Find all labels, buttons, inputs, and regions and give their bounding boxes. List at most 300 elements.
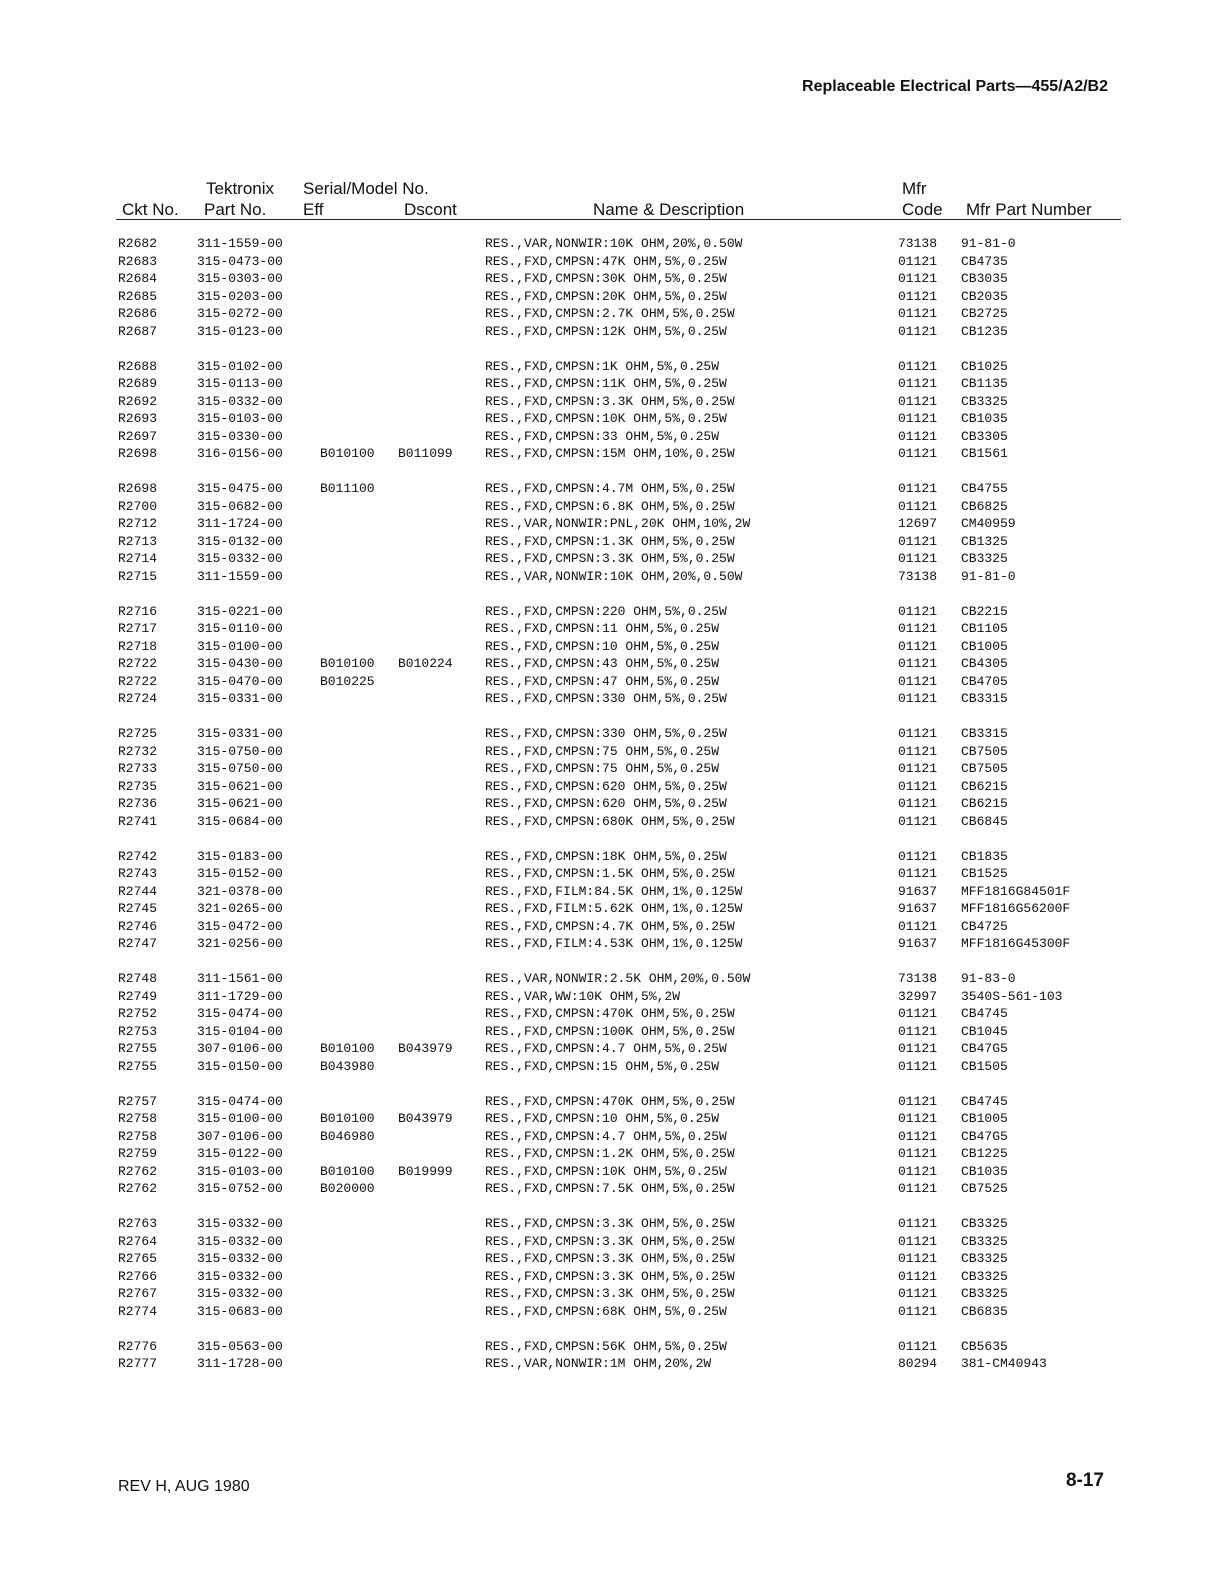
table-row (0, 445, 1225, 463)
cell-mfr-part-number: CB47G5 (961, 1041, 1008, 1056)
cell-mfr-part-number: CB1561 (961, 446, 1008, 461)
cell-mfr-part-number: 3540S-561-103 (961, 988, 1063, 1004)
cell-mfr-part-number: CB1135 (961, 376, 1008, 391)
cell-part-no: 315-0430-00 (197, 656, 283, 671)
cell-description: RES.,FXD,CMPSN:470K OHM,5%,0.25W (485, 1006, 735, 1021)
cell-mfr-code: 01121 (898, 323, 938, 339)
cell-description: RES.,FXD,CMPSN:620 OHM,5%,0.25W (485, 796, 727, 811)
cell-description: RES.,FXD,CMPSN:15 OHM,5%,0.25W (485, 1058, 720, 1074)
cell-part-no: 315-0330-00 (197, 428, 283, 444)
cell-mfr-part-number: CB3325 (961, 1233, 1008, 1249)
table-row (0, 988, 1225, 1006)
cell-ckt-no: R2698 (118, 446, 158, 461)
cell-ckt-no: R2765 (118, 1251, 158, 1266)
cell-description: RES.,FXD,CMPSN:6.8K OHM,5%,0.25W (485, 498, 735, 514)
cell-description: RES.,FXD,CMPSN:330 OHM,5%,0.25W (485, 691, 727, 706)
table-row (0, 515, 1225, 533)
cell-description: RES.,FXD,CMPSN:680K OHM,5%,0.25W (485, 813, 735, 829)
cell-part-no: 315-0474-00 (197, 1006, 283, 1021)
parts-table (0, 235, 1225, 1390)
cell-description: RES.,FXD,CMPSN:43 OHM,5%,0.25W (485, 656, 720, 671)
cell-eff: B011100 (320, 481, 375, 496)
row-group (0, 1338, 1225, 1373)
cell-mfr-part-number: CB1505 (961, 1058, 1008, 1074)
table-row (0, 883, 1225, 901)
cell-part-no: 315-0102-00 (197, 358, 283, 374)
cell-mfr-part-number: CM40959 (961, 516, 1016, 531)
cell-part-no: 315-0332-00 (197, 1268, 283, 1284)
col-header-part-no: Part No. (204, 200, 267, 219)
cell-dscont: B010224 (398, 656, 453, 671)
cell-part-no: 315-0104-00 (197, 1023, 283, 1039)
cell-ckt-no: R2735 (118, 778, 158, 794)
cell-description: RES.,FXD,CMPSN:10K OHM,5%,0.25W (485, 411, 727, 426)
cell-dscont: B019999 (398, 1163, 453, 1179)
cell-mfr-part-number: MFF1816G84501F (961, 883, 1071, 899)
cell-part-no: 315-0183-00 (197, 848, 283, 864)
cell-mfr-part-number: 91-83-0 (961, 971, 1016, 986)
cell-mfr-part-number: CB7505 (961, 743, 1008, 759)
table-row (0, 1093, 1225, 1111)
table-row (0, 813, 1225, 831)
col-header-mfr-part-number: Mfr Part Number (966, 200, 1092, 219)
table-row (0, 1128, 1225, 1146)
col-header-ckt-no: Ckt No. (122, 200, 179, 219)
cell-ckt-no: R2700 (118, 498, 158, 514)
table-row (0, 498, 1225, 516)
cell-description: RES.,FXD,CMPSN:18K OHM,5%,0.25W (485, 848, 727, 864)
cell-mfr-part-number: CB1005 (961, 1111, 1008, 1126)
cell-mfr-code: 01121 (898, 726, 938, 741)
cell-mfr-code: 01121 (898, 848, 938, 864)
cell-part-no: 315-0682-00 (197, 498, 283, 514)
cell-part-no: 315-0621-00 (197, 778, 283, 794)
cell-eff: B010100 (320, 1163, 375, 1179)
table-row (0, 428, 1225, 446)
cell-mfr-code: 01121 (898, 1006, 938, 1021)
cell-part-no: 315-0123-00 (197, 323, 283, 339)
cell-description: RES.,FXD,CMPSN:2.7K OHM,5%,0.25W (485, 306, 735, 321)
cell-mfr-part-number: CB3315 (961, 726, 1008, 741)
cell-ckt-no: R2748 (118, 971, 158, 986)
table-row (0, 795, 1225, 813)
cell-description: RES.,FXD,CMPSN:3.3K OHM,5%,0.25W (485, 551, 735, 566)
cell-part-no: 315-0563-00 (197, 1338, 283, 1354)
cell-description: RES.,VAR,NONWIR:10K OHM,20%,0.50W (485, 568, 743, 584)
col-header-eff: Eff (303, 200, 324, 219)
cell-ckt-no: R2736 (118, 796, 158, 811)
cell-mfr-code: 01121 (898, 358, 938, 374)
cell-mfr-code: 01121 (898, 1181, 938, 1196)
cell-ckt-no: R2762 (118, 1163, 158, 1179)
cell-ckt-no: R2776 (118, 1338, 158, 1354)
cell-eff: B046980 (320, 1128, 375, 1144)
cell-description: RES.,FXD,CMPSN:1.2K OHM,5%,0.25W (485, 1146, 735, 1161)
cell-mfr-part-number: CB1025 (961, 358, 1008, 374)
cell-description: RES.,VAR,NONWIR:2.5K OHM,20%,0.50W (485, 971, 751, 986)
table-row (0, 480, 1225, 498)
cell-mfr-part-number: 91-81-0 (961, 236, 1016, 251)
cell-part-no: 315-0332-00 (197, 1216, 283, 1231)
cell-description: RES.,FXD,CMPSN:11K OHM,5%,0.25W (485, 376, 727, 391)
cell-mfr-part-number: 91-81-0 (961, 568, 1016, 584)
cell-description: RES.,FXD,FILM:5.62K OHM,1%,0.125W (485, 901, 743, 916)
cell-part-no: 315-0470-00 (197, 673, 283, 689)
row-group (0, 725, 1225, 830)
cell-ckt-no: R2749 (118, 988, 158, 1004)
table-row (0, 1250, 1225, 1268)
cell-part-no: 315-0752-00 (197, 1181, 283, 1196)
cell-mfr-part-number: CB1235 (961, 323, 1008, 339)
cell-mfr-code: 01121 (898, 866, 938, 881)
cell-description: RES.,FXD,FILM:84.5K OHM,1%,0.125W (485, 883, 743, 899)
table-row (0, 1005, 1225, 1023)
cell-mfr-code: 01121 (898, 918, 938, 934)
cell-ckt-no: R2759 (118, 1146, 158, 1161)
cell-mfr-part-number: CB3325 (961, 1251, 1008, 1266)
cell-part-no: 315-0332-00 (197, 393, 283, 409)
cell-part-no: 315-0473-00 (197, 253, 283, 269)
table-row (0, 865, 1225, 883)
cell-description: RES.,FXD,CMPSN:3.3K OHM,5%,0.25W (485, 1251, 735, 1266)
cell-part-no: 321-0378-00 (197, 883, 283, 899)
table-row (0, 568, 1225, 586)
page-number: 8-17 (1065, 1470, 1104, 1491)
table-row (0, 935, 1225, 953)
cell-description: RES.,FXD,CMPSN:47K OHM,5%,0.25W (485, 253, 727, 269)
cell-mfr-part-number: CB1325 (961, 533, 1008, 549)
table-row (0, 1285, 1225, 1303)
table-row (0, 638, 1225, 656)
cell-mfr-code: 01121 (898, 691, 938, 706)
cell-mfr-code: 01121 (898, 1058, 938, 1074)
cell-mfr-part-number: CB1835 (961, 848, 1008, 864)
cell-part-no: 311-1559-00 (197, 568, 283, 584)
cell-description: RES.,VAR,NONWIR:10K OHM,20%,0.50W (485, 236, 743, 251)
cell-mfr-code: 01121 (898, 621, 938, 636)
cell-ckt-no: R2689 (118, 376, 158, 391)
cell-ckt-no: R2764 (118, 1233, 158, 1249)
cell-ckt-no: R2725 (118, 726, 158, 741)
cell-part-no: 315-0100-00 (197, 638, 283, 654)
cell-ckt-no: R2688 (118, 358, 158, 374)
row-group (0, 848, 1225, 953)
cell-mfr-part-number: MFF1816G56200F (961, 901, 1071, 916)
cell-eff: B043980 (320, 1058, 375, 1074)
cell-mfr-part-number: CB6215 (961, 778, 1008, 794)
cell-part-no: 315-0750-00 (197, 761, 283, 776)
cell-mfr-part-number: CB6215 (961, 796, 1008, 811)
cell-ckt-no: R2757 (118, 1093, 158, 1109)
cell-part-no: 315-0683-00 (197, 1303, 283, 1319)
cell-description: RES.,FXD,CMPSN:11 OHM,5%,0.25W (485, 621, 720, 636)
cell-mfr-part-number: CB2035 (961, 288, 1008, 304)
cell-mfr-code: 01121 (898, 411, 938, 426)
cell-mfr-code: 01121 (898, 638, 938, 654)
cell-mfr-part-number: CB6845 (961, 813, 1008, 829)
table-row (0, 970, 1225, 988)
cell-mfr-code: 01121 (898, 1093, 938, 1109)
cell-ckt-no: R2692 (118, 393, 158, 409)
table-row (0, 358, 1225, 376)
cell-part-no: 315-0331-00 (197, 691, 283, 706)
cell-mfr-code: 01121 (898, 306, 938, 321)
cell-part-no: 311-1559-00 (197, 236, 283, 251)
cell-part-no: 307-0106-00 (197, 1128, 283, 1144)
cell-part-no: 315-0621-00 (197, 796, 283, 811)
col-header-dscont: Dscont (404, 200, 457, 219)
cell-mfr-code: 01121 (898, 481, 938, 496)
cell-ckt-no: R2758 (118, 1128, 158, 1144)
cell-part-no: 315-0332-00 (197, 1251, 283, 1266)
cell-description: RES.,VAR,WW:10K OHM,5%,2W (485, 988, 681, 1004)
cell-eff: B010100 (320, 656, 375, 671)
cell-ckt-no: R2763 (118, 1216, 158, 1231)
cell-mfr-part-number: CB3305 (961, 428, 1008, 444)
cell-part-no: 315-0303-00 (197, 271, 283, 286)
cell-part-no: 315-0110-00 (197, 621, 283, 636)
row-group (0, 603, 1225, 708)
cell-ckt-no: R2682 (118, 236, 158, 251)
table-row (0, 743, 1225, 761)
row-group (0, 358, 1225, 463)
cell-ckt-no: R2746 (118, 918, 158, 934)
cell-description: RES.,FXD,CMPSN:1.3K OHM,5%,0.25W (485, 533, 735, 549)
cell-mfr-code: 01121 (898, 1303, 938, 1319)
cell-mfr-part-number: CB3035 (961, 271, 1008, 286)
cell-description: RES.,FXD,CMPSN:100K OHM,5%,0.25W (485, 1023, 735, 1039)
cell-ckt-no: R2762 (118, 1181, 158, 1196)
row-group (0, 1093, 1225, 1198)
cell-mfr-part-number: CB6835 (961, 1303, 1008, 1319)
cell-mfr-code: 01121 (898, 446, 938, 461)
cell-part-no: 316-0156-00 (197, 446, 283, 461)
cell-ckt-no: R2687 (118, 323, 158, 339)
cell-part-no: 315-0474-00 (197, 1093, 283, 1109)
cell-ckt-no: R2743 (118, 866, 158, 881)
cell-part-no: 311-1729-00 (197, 988, 283, 1004)
table-row (0, 1145, 1225, 1163)
cell-mfr-code: 01121 (898, 603, 938, 619)
table-row (0, 1303, 1225, 1321)
cell-ckt-no: R2745 (118, 901, 158, 916)
cell-ckt-no: R2715 (118, 568, 158, 584)
cell-mfr-code: 01121 (898, 1286, 938, 1301)
cell-mfr-part-number: CB7505 (961, 761, 1008, 776)
cell-mfr-part-number: CB3315 (961, 691, 1008, 706)
cell-description: RES.,FXD,CMPSN:10 OHM,5%,0.25W (485, 1111, 720, 1126)
cell-mfr-code: 01121 (898, 656, 938, 671)
table-row (0, 673, 1225, 691)
cell-mfr-code: 01121 (898, 1163, 938, 1179)
table-row (0, 323, 1225, 341)
cell-mfr-part-number: CB1225 (961, 1146, 1008, 1161)
table-row (0, 918, 1225, 936)
cell-mfr-code: 01121 (898, 551, 938, 566)
cell-mfr-code: 01121 (898, 1251, 938, 1266)
cell-mfr-part-number: CB1105 (961, 621, 1008, 636)
table-row (0, 1355, 1225, 1373)
table-row (0, 235, 1225, 253)
cell-mfr-code: 32997 (898, 988, 938, 1004)
cell-description: RES.,FXD,CMPSN:3.3K OHM,5%,0.25W (485, 1268, 735, 1284)
cell-ckt-no: R2752 (118, 1006, 158, 1021)
cell-mfr-part-number: CB3325 (961, 1268, 1008, 1284)
cell-mfr-code: 73138 (898, 971, 938, 986)
cell-description: RES.,FXD,CMPSN:1.5K OHM,5%,0.25W (485, 866, 735, 881)
cell-description: RES.,FXD,CMPSN:3.3K OHM,5%,0.25W (485, 1233, 735, 1249)
header-rule (116, 219, 1121, 220)
cell-ckt-no: R2755 (118, 1041, 158, 1056)
cell-mfr-part-number: CB3325 (961, 393, 1008, 409)
cell-description: RES.,FXD,CMPSN:3.3K OHM,5%,0.25W (485, 393, 735, 409)
table-row (0, 270, 1225, 288)
cell-mfr-part-number: CB3325 (961, 1286, 1008, 1301)
cell-mfr-code: 01121 (898, 393, 938, 409)
table-row (0, 288, 1225, 306)
cell-mfr-code: 01121 (898, 1041, 938, 1056)
cell-description: RES.,FXD,CMPSN:56K OHM,5%,0.25W (485, 1338, 727, 1354)
cell-mfr-code: 01121 (898, 288, 938, 304)
cell-ckt-no: R2758 (118, 1111, 158, 1126)
cell-part-no: 315-0331-00 (197, 726, 283, 741)
cell-mfr-part-number: CB4735 (961, 253, 1008, 269)
cell-mfr-code: 01121 (898, 743, 938, 759)
cell-ckt-no: R2714 (118, 551, 158, 566)
cell-description: RES.,FXD,CMPSN:15M OHM,10%,0.25W (485, 446, 735, 461)
cell-mfr-code: 01121 (898, 1216, 938, 1231)
cell-mfr-part-number: CB1525 (961, 866, 1008, 881)
cell-eff: B010100 (320, 1111, 375, 1126)
cell-description: RES.,FXD,CMPSN:10K OHM,5%,0.25W (485, 1163, 727, 1179)
cell-ckt-no: R2755 (118, 1058, 158, 1074)
cell-mfr-part-number: 381-CM40943 (961, 1356, 1047, 1371)
cell-mfr-code: 12697 (898, 516, 938, 531)
table-row (0, 1058, 1225, 1076)
cell-mfr-part-number: CB5635 (961, 1338, 1008, 1354)
table-row (0, 1338, 1225, 1356)
cell-mfr-part-number: CB6825 (961, 498, 1008, 514)
cell-mfr-code: 01121 (898, 253, 938, 269)
table-row (0, 760, 1225, 778)
cell-mfr-code: 01121 (898, 673, 938, 689)
cell-eff: B010100 (320, 446, 375, 461)
table-row (0, 253, 1225, 271)
table-row (0, 375, 1225, 393)
cell-ckt-no: R2716 (118, 603, 158, 619)
cell-ckt-no: R2712 (118, 516, 158, 531)
table-row (0, 900, 1225, 918)
cell-description: RES.,FXD,CMPSN:47 OHM,5%,0.25W (485, 673, 720, 689)
table-row (0, 1110, 1225, 1128)
cell-mfr-code: 01121 (898, 1146, 938, 1161)
cell-mfr-code: 01121 (898, 271, 938, 286)
cell-mfr-code: 01121 (898, 1268, 938, 1284)
cell-description: RES.,FXD,CMPSN:330 OHM,5%,0.25W (485, 726, 727, 741)
cell-mfr-code: 01121 (898, 761, 938, 776)
table-row (0, 1233, 1225, 1251)
cell-part-no: 315-0122-00 (197, 1146, 283, 1161)
cell-part-no: 311-1728-00 (197, 1356, 283, 1371)
table-row (0, 1023, 1225, 1041)
cell-mfr-part-number: CB1035 (961, 411, 1008, 426)
cell-part-no: 315-0132-00 (197, 533, 283, 549)
cell-ckt-no: R2722 (118, 656, 158, 671)
table-row (0, 778, 1225, 796)
cell-ckt-no: R2741 (118, 813, 158, 829)
cell-ckt-no: R2684 (118, 271, 158, 286)
cell-ckt-no: R2685 (118, 288, 158, 304)
table-row (0, 655, 1225, 673)
cell-mfr-code: 01121 (898, 1128, 938, 1144)
cell-ckt-no: R2774 (118, 1303, 158, 1319)
cell-ckt-no: R2683 (118, 253, 158, 269)
cell-part-no: 315-0221-00 (197, 603, 283, 619)
row-group (0, 480, 1225, 585)
cell-description: RES.,FXD,CMPSN:4.7 OHM,5%,0.25W (485, 1041, 727, 1056)
cell-ckt-no: R2777 (118, 1356, 158, 1371)
cell-ckt-no: R2698 (118, 481, 158, 496)
table-row (0, 848, 1225, 866)
cell-mfr-part-number: CB1035 (961, 1163, 1008, 1179)
table-row (0, 725, 1225, 743)
cell-dscont: B043979 (398, 1041, 453, 1056)
table-row (0, 1268, 1225, 1286)
cell-eff: B020000 (320, 1181, 375, 1196)
table-row (0, 393, 1225, 411)
cell-description: RES.,FXD,CMPSN:220 OHM,5%,0.25W (485, 603, 727, 619)
cell-description: RES.,FXD,CMPSN:75 OHM,5%,0.25W (485, 743, 720, 759)
cell-description: RES.,FXD,CMPSN:20K OHM,5%,0.25W (485, 288, 727, 304)
row-group (0, 970, 1225, 1075)
cell-mfr-part-number: CB4305 (961, 656, 1008, 671)
cell-description: RES.,VAR,NONWIR:1M OHM,20%,2W (485, 1356, 712, 1371)
cell-part-no: 315-0332-00 (197, 551, 283, 566)
cell-ckt-no: R2733 (118, 761, 158, 776)
cell-ckt-no: R2713 (118, 533, 158, 549)
cell-mfr-code: 73138 (898, 568, 938, 584)
cell-mfr-code: 91637 (898, 936, 938, 951)
cell-description: RES.,FXD,CMPSN:4.7K OHM,5%,0.25W (485, 918, 735, 934)
cell-mfr-code: 91637 (898, 901, 938, 916)
cell-ckt-no: R2718 (118, 638, 158, 654)
cell-description: RES.,FXD,CMPSN:7.5K OHM,5%,0.25W (485, 1181, 735, 1196)
cell-part-no: 315-0750-00 (197, 743, 283, 759)
table-row (0, 533, 1225, 551)
cell-ckt-no: R2744 (118, 883, 158, 899)
cell-mfr-code: 01121 (898, 813, 938, 829)
cell-mfr-part-number: CB2725 (961, 306, 1008, 321)
cell-part-no: 311-1724-00 (197, 516, 283, 531)
table-row (0, 1163, 1225, 1181)
cell-part-no: 315-0203-00 (197, 288, 283, 304)
cell-mfr-code: 80294 (898, 1356, 938, 1371)
cell-ckt-no: R2766 (118, 1268, 158, 1284)
cell-mfr-part-number: CB2215 (961, 603, 1008, 619)
cell-ckt-no: R2724 (118, 691, 158, 706)
cell-eff: B010225 (320, 673, 375, 689)
cell-ckt-no: R2717 (118, 621, 158, 636)
cell-mfr-part-number: CB4755 (961, 481, 1008, 496)
cell-mfr-code: 01121 (898, 533, 938, 549)
page-header-title: Replaceable Electrical Parts—455/A2/B2 (802, 78, 1108, 95)
cell-ckt-no: R2693 (118, 411, 158, 426)
cell-description: RES.,FXD,CMPSN:33 OHM,5%,0.25W (485, 428, 720, 444)
table-row (0, 1180, 1225, 1198)
table-row (0, 690, 1225, 708)
cell-description: RES.,FXD,CMPSN:30K OHM,5%,0.25W (485, 271, 727, 286)
cell-part-no: 315-0100-00 (197, 1111, 283, 1126)
